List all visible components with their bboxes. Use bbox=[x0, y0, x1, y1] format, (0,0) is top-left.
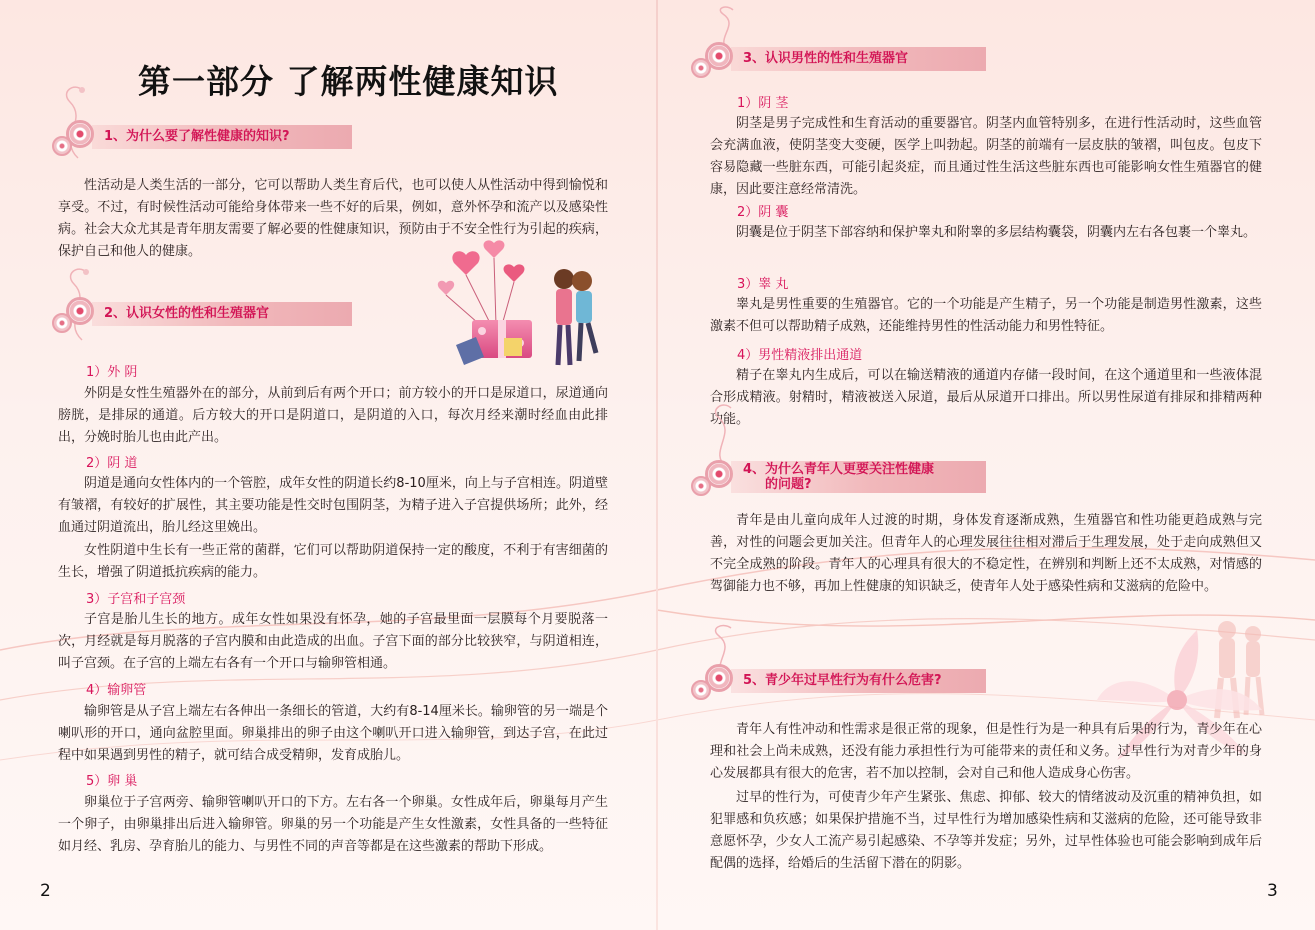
section-5-paragraph: 青年人有性冲动和性需求是很正常的现象，但是性行为是一种具有后果的行为，青少年在心理和社会上尚未成熟，还没有能力承担性行为可能带来的责任和义务。过早性行为对青少年的身心发展都具有很大的危害，若不加以控制，会对自己和他人造成身心伤害。 bbox=[710, 722, 1262, 781]
subsection-paragraph: 卵巢位于子宫两旁、输卵管喇叭开口的下方。左右各一个卵巢。女性成年后，卵巢每月产生一个卵子，由卵巢排出后进入输卵管。卵巢的另一个功能是产生女性激素，女性具备的一些特征如月经、乳房、孕育胎儿的能力、与男性不同的声音等都是在这些激素的帮助下形成。 bbox=[58, 795, 608, 854]
left-page bbox=[0, 0, 657, 930]
circle-ornament-icon bbox=[52, 136, 72, 156]
section-4-title-line1: 4、为什么青年人更要关注性健康 bbox=[743, 462, 935, 477]
section-5-heading bbox=[705, 664, 995, 698]
section-2-title: 2、认识女性的性和生殖器官 bbox=[92, 302, 352, 326]
page-title: 第一部分 了解两性健康知识 bbox=[138, 62, 559, 101]
section-1-paragraph: 性活动是人类生活的一部分，它可以帮助人类生育后代，也可以使人从性活动中得到愉悦和享受。不过，有时候性活动可能给身体带来一些不好的后果，例如，意外怀孕和流产以及感染性病。社会大众尤其是青年朋友需要了解必要的性健康知识，预防由于不安全性行为引起的疾病，保护自己和他人的健康。 bbox=[58, 178, 608, 259]
circle-ornament-icon bbox=[691, 476, 711, 496]
subsection-paragraph: 外阴是女性生殖器外在的部分，从前到后有两个开口；前方较小的开口是尿道口，尿道通向膀胱，是排尿的通道。后方较大的开口是阴道口，是阴道的入口，每次月经来潮时经血由此排出，分娩时胎儿也由此产出。 bbox=[58, 386, 608, 445]
right-page bbox=[657, 0, 1315, 930]
subsection-label: 1）阴 茎 bbox=[737, 96, 789, 111]
subsection-label: 4）输卵管 bbox=[86, 683, 147, 698]
section-3-title: 3、认识男性的性和生殖器官 bbox=[731, 47, 986, 71]
section-5-title: 5、青少年过早性行为有什么危害? bbox=[731, 669, 986, 693]
subsection-label: 4）男性精液排出通道 bbox=[737, 348, 863, 363]
subsection-label: 3）子宫和子宫颈 bbox=[86, 592, 186, 607]
section-1-title: 1、为什么要了解性健康的知识? bbox=[92, 125, 352, 149]
circle-ornament-icon bbox=[52, 313, 72, 333]
section-2-heading bbox=[66, 297, 356, 331]
subsection-label: 2）阴 道 bbox=[86, 456, 138, 471]
subsection-label: 2）阴 囊 bbox=[737, 205, 789, 220]
page-number: 2 bbox=[40, 881, 51, 901]
page-number: 3 bbox=[1267, 881, 1278, 901]
section-4-paragraph: 青年是由儿童向成年人过渡的时期，身体发育逐渐成熟，生殖器官和性功能更趋成熟与完善，对性的问题会更加关注。但青年人的心理发展往往相对滞后于生理发展，处于走向成熟但又不完全成熟的阶段。青年人的心理具有很大的不稳定性，在辨别和判断上还不太成熟，对情感的驾御能力也不够，再加上性健康的知识缺乏，使青年人处于感染性病和艾滋病的危险中。 bbox=[710, 513, 1262, 594]
circle-ornament-icon bbox=[691, 680, 711, 700]
subsection-paragraph: 阴茎是男子完成性和生育活动的重要器官。阴茎内血管特别多，在进行性活动时，这些血管会充满血液，使阴茎变大变硬，医学上叫勃起。阴茎的前端有一层皮肤的皱褶，叫包皮。包皮下容易隐藏一些脏东西，可能引起炎症，而且通过性生活这些脏东西也可能影响女性生殖器官的健康，因此要注意经常清洗。 bbox=[710, 116, 1262, 197]
subsection-label: 1）外 阴 bbox=[86, 365, 138, 380]
section-4-title bbox=[731, 461, 986, 493]
subsection-paragraph: 子宫是胎儿生长的地方。成年女性如果没有怀孕，她的子宫最里面一层膜每个月要脱落一次，月经就是每月脱落的子宫内膜和由此造成的出血。子宫下面的部分比较狭窄，与阴道相连，叫子宫颈。在子宫的上端左右各有一个开口与输卵管相通。 bbox=[58, 612, 608, 671]
subsection-paragraph: 阴囊是位于阴茎下部容纳和保护睾丸和附睾的多层结构囊袋，阴囊内左右各包裹一个睾丸。 bbox=[736, 225, 1257, 240]
hearts-gift-couple-illustration bbox=[436, 235, 606, 375]
section-1-heading bbox=[66, 120, 356, 154]
subsection-paragraph: 精子在睾丸内生成后，可以在输送精液的通道内存储一段时间，在这个通道里和一些液体混合形成精液。射精时，精液被送入尿道，最后从尿道开口排出。所以男性尿道有排尿和排精两种功能。 bbox=[710, 368, 1262, 427]
subsection-paragraph: 睾丸是男性重要的生殖器官。它的一个功能是产生精子，另一个功能是制造男性激素，这些激素不但可以帮助精子成熟，还能维持男性的性活动能力和男性特征。 bbox=[710, 297, 1262, 334]
section-3-heading bbox=[705, 42, 995, 76]
section-5-paragraph: 过早的性行为，可使青少年产生紧张、焦虑、抑郁、较大的情绪波动及沉重的精神负担，如犯罪感和负疚感；如果保护措施不当，过早性行为增加感染性病和艾滋病的危险，还可能导致非意愿怀孕，少女人工流产易引起感染、不孕等并发症；另外，过早性体验也可能会影响到成年后配偶的选择，给婚后的生活留下潜在的阴影。 bbox=[710, 790, 1262, 871]
section-4-title-line2: 的问题? bbox=[765, 477, 812, 492]
subsection-paragraph: 女性阴道中生长有一些正常的菌群，它们可以帮助阴道保持一定的酸度，不利于有害细菌的生长，增强了阴道抵抗疾病的能力。 bbox=[58, 543, 608, 580]
subsection-label: 3）睾 丸 bbox=[737, 277, 789, 292]
subsection-label: 5）卵 巢 bbox=[86, 774, 138, 789]
subsection-paragraph: 输卵管是从子宫上端左右各伸出一条细长的管道，大约有8-14厘米长。输卵管的另一端是个喇叭形的开口，通向盆腔里面。卵巢排出的卵子由这个喇叭开口进入输卵管，到达子宫，在此过程中如果遇到男性的精子，就可结合成受精卵，发育成胎儿。 bbox=[58, 704, 608, 763]
subsection-paragraph: 阴道是通向女性体内的一个管腔，成年女性的阴道长约8-10厘米，向上与子宫相连。阴道壁有皱褶，有较好的扩展性，其主要功能是性交时包围阴茎，为精子进入子宫提供场所；此外，经血通过阴道流出，胎儿经这里娩出。 bbox=[58, 476, 608, 535]
section-4-heading bbox=[705, 460, 995, 494]
circle-ornament-icon bbox=[691, 58, 711, 78]
